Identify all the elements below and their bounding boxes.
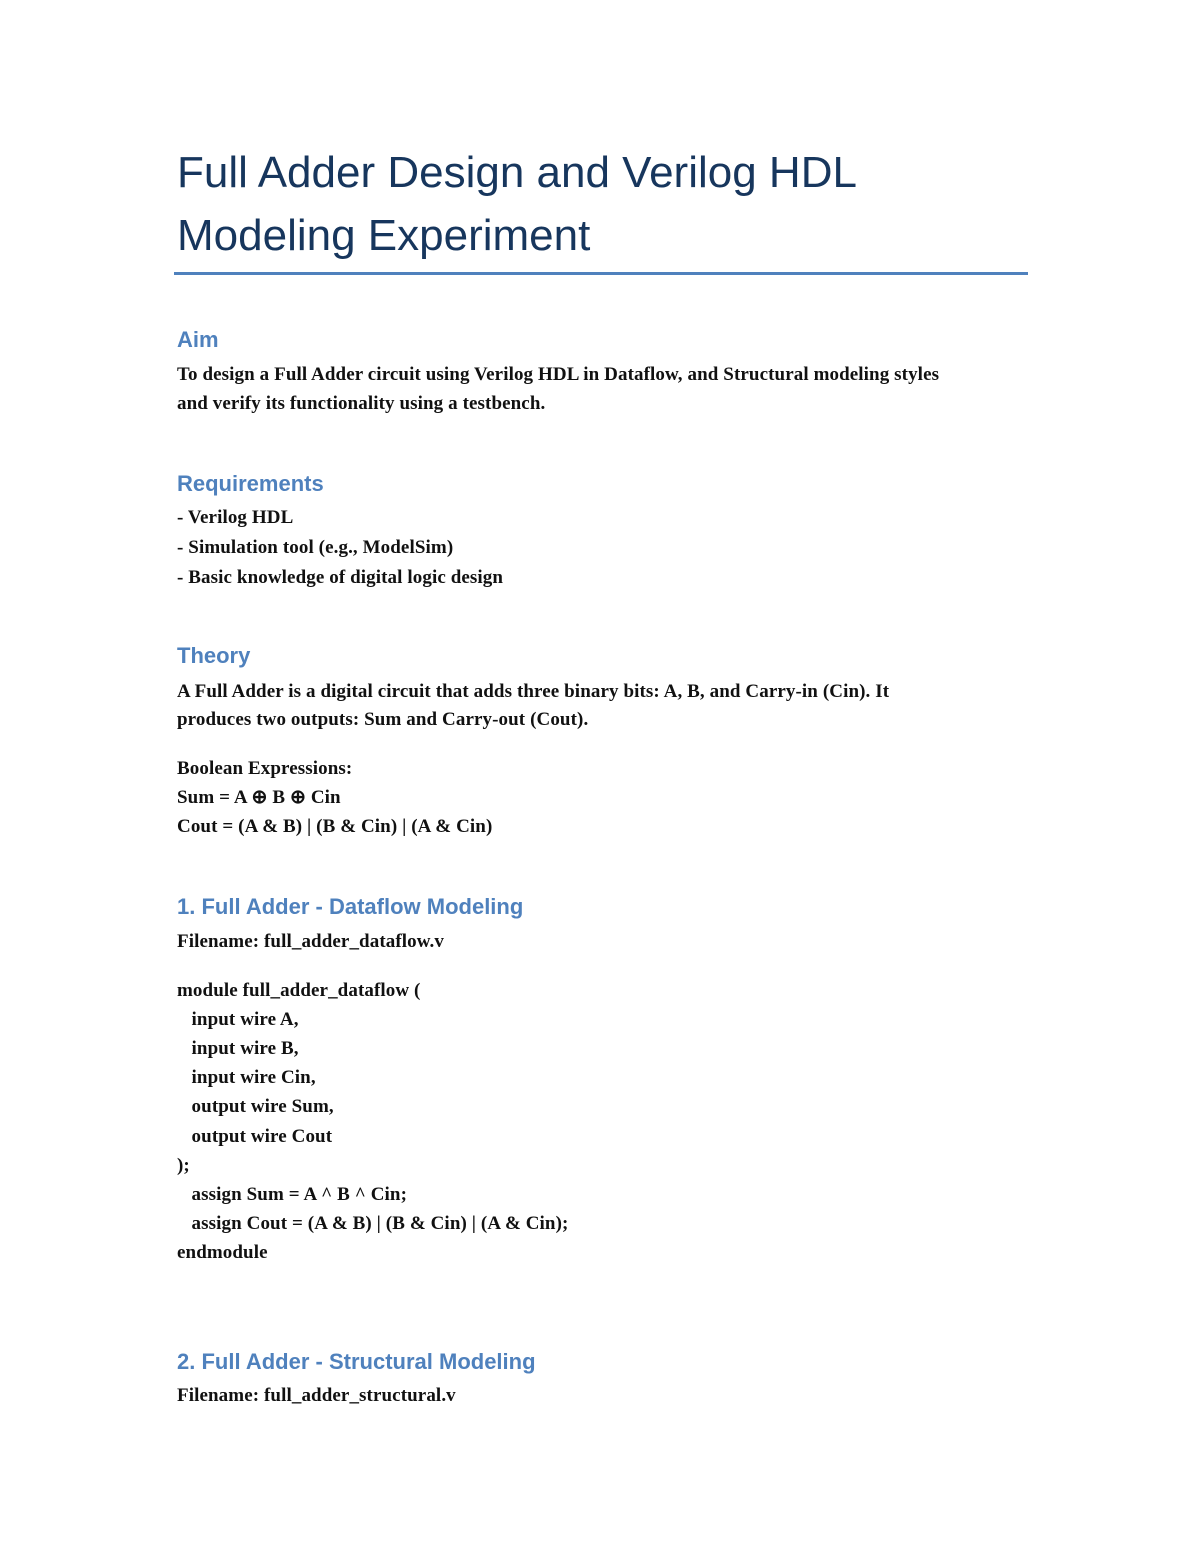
aim-text: and verify its functionality using a testbench.: [177, 393, 546, 414]
requirement-item: - Simulation tool (e.g., ModelSim): [177, 537, 454, 558]
dataflow-heading: 1. Full Adder - Dataflow Modeling: [177, 894, 524, 919]
code-line: input wire A,: [177, 1009, 299, 1030]
theory-text: produces two outputs: Sum and Carry-out (Cout).: [177, 709, 589, 730]
requirements-heading: Requirements: [177, 471, 324, 496]
code-line: assign Cout = (A & B) | (B & Cin) | (A & Cin);: [177, 1213, 569, 1234]
cout-expression: Cout = (A & B) | (B & Cin) | (A & Cin): [177, 816, 493, 837]
boolean-expressions-label: Boolean Expressions:: [177, 758, 353, 779]
structural-heading: 2. Full Adder - Structural Modeling: [177, 1349, 536, 1374]
document-title-line-1: Full Adder Design and Verilog HDL: [177, 148, 857, 197]
title-divider: [174, 272, 1028, 275]
aim-text: To design a Full Adder circuit using Verilog HDL in Dataflow, and Structural modeling styles: [177, 364, 940, 385]
code-line: input wire Cin,: [177, 1067, 316, 1088]
dataflow-filename: Filename: full_adder_dataflow.v: [177, 931, 444, 952]
document-title-line-2: Modeling Experiment: [177, 211, 591, 260]
code-line: assign Sum = A ^ B ^ Cin;: [177, 1184, 407, 1205]
code-line: input wire B,: [177, 1038, 299, 1059]
theory-text: A Full Adder is a digital circuit that adds three binary bits: A, B, and Carry-in (Cin). It: [177, 681, 890, 702]
code-line: endmodule: [177, 1242, 268, 1263]
code-line: output wire Sum,: [177, 1096, 334, 1117]
code-line: output wire Cout: [177, 1126, 333, 1147]
code-line: );: [177, 1155, 190, 1176]
sum-expression: Sum = A ⊕ B ⊕ Cin: [177, 787, 341, 808]
structural-filename: Filename: full_adder_structural.v: [177, 1385, 456, 1406]
requirement-item: - Basic knowledge of digital logic design: [177, 567, 504, 588]
aim-heading: Aim: [177, 327, 219, 352]
requirement-item: - Verilog HDL: [177, 507, 294, 528]
code-line: module full_adder_dataflow (: [177, 980, 421, 1001]
theory-heading: Theory: [177, 643, 251, 668]
